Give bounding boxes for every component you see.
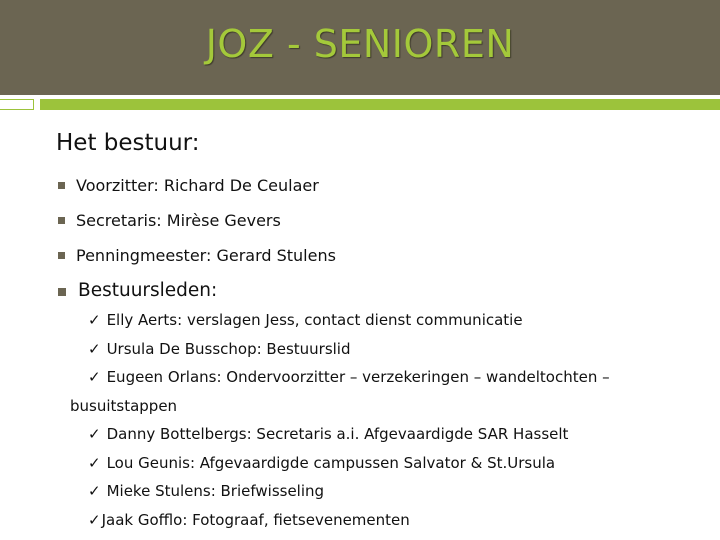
list-item bbox=[88, 420, 610, 449]
square-bullet-icon bbox=[58, 288, 66, 296]
list-item bbox=[70, 363, 610, 420]
list-item bbox=[88, 506, 610, 535]
member-text: Danny Bottelbergs: Secretaris a.i. Afgevaardigde SAR Hasselt bbox=[106, 425, 569, 443]
checkmark-icon: ✓ bbox=[88, 482, 101, 500]
member-list bbox=[70, 306, 610, 534]
checkmark-icon: ✓ bbox=[88, 453, 101, 472]
list-item bbox=[58, 209, 336, 244]
members-label: Bestuursleden: bbox=[78, 280, 218, 301]
accent-box bbox=[0, 99, 34, 110]
list-item bbox=[58, 279, 336, 303]
member-text: Mieke Stulens: Briefwisseling bbox=[106, 482, 325, 500]
officer-text: Penningmeester: Gerard Stulens bbox=[76, 246, 336, 265]
member-text: Lou Geunis: Afgevaardigde campussen Salvator & St.Ursula bbox=[106, 453, 556, 472]
accent-bar bbox=[40, 99, 720, 110]
list-item bbox=[88, 477, 610, 506]
officer-text: Voorzitter: Richard De Ceulaer bbox=[76, 176, 319, 195]
checkmark-icon: ✓ bbox=[88, 368, 101, 386]
checkmark-icon: ✓ bbox=[88, 311, 101, 329]
list-item bbox=[58, 174, 336, 209]
list-item bbox=[88, 335, 610, 364]
member-text: Jaak Gofflo: Fotograaf, fietsevenementen bbox=[101, 510, 410, 529]
list-item bbox=[88, 306, 610, 335]
checkmark-icon: ✓ bbox=[88, 510, 101, 529]
member-text: Elly Aerts: verslagen Jess, contact dienst communicatie bbox=[106, 311, 523, 329]
member-text: Ursula De Busschop: Bestuurslid bbox=[106, 339, 351, 358]
section-heading: Het bestuur: bbox=[56, 130, 200, 156]
square-bullet-icon bbox=[58, 182, 65, 189]
officer-list bbox=[58, 174, 336, 303]
member-text: Eugeen Orlans: Ondervoorzitter – verzekeringen – wandeltochten – bbox=[106, 368, 610, 386]
member-text-continued: busuitstappen bbox=[70, 396, 178, 415]
square-bullet-icon bbox=[58, 252, 65, 259]
checkmark-icon: ✓ bbox=[88, 339, 101, 358]
slide-title: JOZ - SENIOREN bbox=[205, 22, 515, 66]
square-bullet-icon bbox=[58, 217, 65, 224]
officer-text: Secretaris: Mirèse Gevers bbox=[76, 211, 281, 230]
list-item bbox=[58, 244, 336, 279]
checkmark-icon: ✓ bbox=[88, 425, 101, 443]
list-item bbox=[88, 449, 610, 478]
